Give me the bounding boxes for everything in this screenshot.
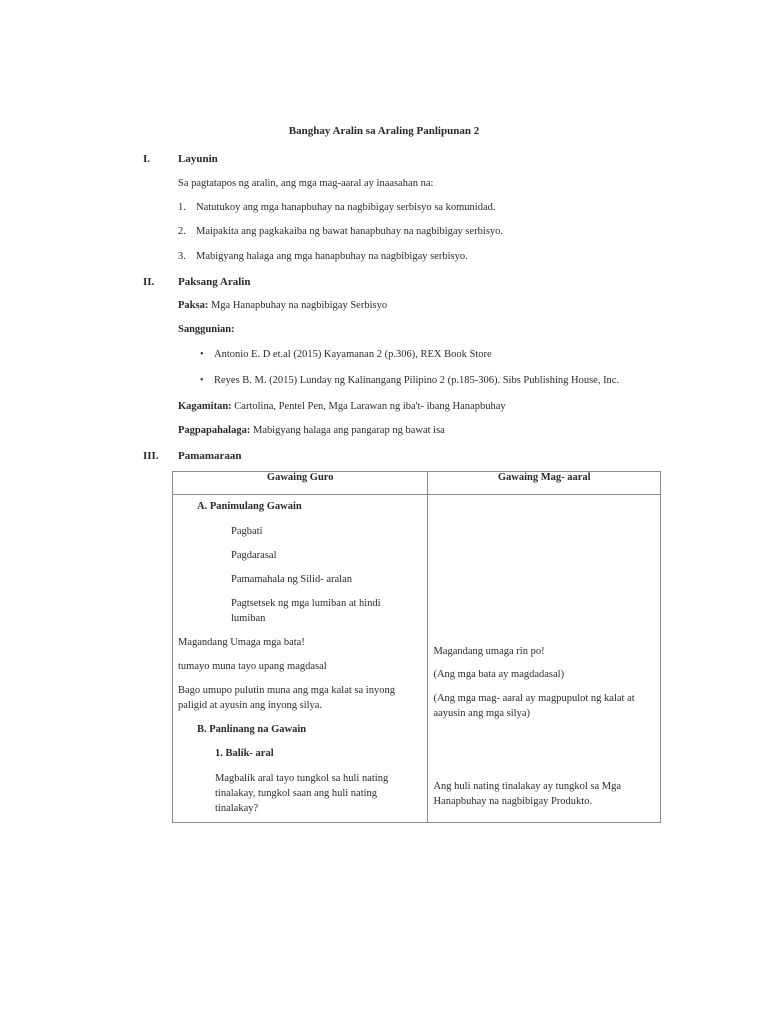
kagamitan-label: Kagamitan:	[178, 401, 232, 412]
paksa-line	[178, 300, 387, 311]
review-question: Magbalik aral tayo tungkol sa huli nating	[215, 773, 389, 784]
activity-item: Pagbati	[231, 526, 263, 537]
section-heading-layunin: Layunin	[178, 153, 218, 165]
bullet-icon: •	[200, 375, 204, 386]
reference-item: Reyes B. M. (2015) Lunday ng Kalinangang Pilipino 2 (p.185-306). Sibs Publishing House, Inc.	[214, 375, 620, 386]
objective-text: Maipakita ang pagkakaiba ng bawat hanapbuhay na nagbibigay serbisyo.	[196, 226, 504, 237]
pagpapahalaga-line	[178, 425, 445, 436]
reference-item: Antonio E. D et.al (2015) Kayamanan 2 (p.306), REX Book Store	[214, 349, 492, 360]
balik-aral-heading: 1. Balik- aral	[215, 748, 274, 759]
teacher-prayer-instruction: tumayo muna tayo upang magdasal	[178, 661, 327, 672]
document-title: Banghay Aralin sa Araling Panlipunan 2	[288, 125, 480, 137]
paksa-label: Paksa:	[178, 300, 209, 311]
sanggunian-label: Sanggunian:	[178, 324, 235, 335]
student-greeting: Magandang umaga rin po!	[433, 646, 545, 657]
activity-item: Pamamahala ng Silid- aralan	[231, 574, 353, 585]
teacher-greeting: Magandang Umaga mga bata!	[178, 637, 305, 648]
student-cleanup-cont: aayusin ang mga silya)	[433, 708, 530, 719]
objective-number: 3.	[178, 251, 186, 262]
guro-cell	[173, 495, 428, 823]
activity-item: Pagtsetsek ng mga lumiban at hindi	[231, 598, 381, 609]
section-heading-paksang-aralin: Paksang Aralin	[178, 276, 251, 288]
objective-text: Mabigyang halaga ang mga hanapbuhay na nagbibigay serbisyo.	[196, 251, 468, 262]
kagamitan-line	[178, 401, 506, 412]
kagamitan-value: Cartolina, Pentel Pen, Mga Larawan ng iba't- ibang Hanapbuhay	[234, 401, 506, 412]
pagpapahalaga-label: Pagpapahalaga:	[178, 425, 251, 436]
layunin-intro: Sa pagtatapos ng aralin, ang mga mag-aaral ay inaasahan na:	[178, 178, 434, 189]
section-heading-pamamaraan: Pamamaraan	[178, 450, 242, 462]
teacher-cleanup-instruction: Bago umupo pulutin muna ang mga kalat sa inyong	[178, 685, 395, 696]
objective-number: 2.	[178, 226, 186, 237]
mag-aaral-cell	[428, 495, 661, 823]
student-prayer: (Ang mga bata ay magdadasal)	[433, 669, 565, 680]
panimulang-gawain-heading: A. Panimulang Gawain	[197, 501, 302, 512]
section-number-1: I.	[143, 153, 151, 165]
review-question-cont: tinalakay?	[215, 803, 259, 814]
section-number-2: II.	[143, 276, 155, 288]
activity-item: Pagdarasal	[231, 550, 277, 561]
table-row	[173, 495, 661, 823]
teacher-cleanup-instruction-cont: paligid at ayusin ang inyong silya.	[178, 700, 323, 711]
objective-text: Natutukoy ang mga hanapbuhay na nagbibigay serbisyo sa komunidad.	[196, 202, 496, 213]
paksa-value: Mga Hanapbuhay na nagbibigay Serbisyo	[210, 300, 388, 311]
review-question-cont: tinalakay, tungkol saan ang huli nating	[215, 788, 378, 799]
bullet-icon: •	[200, 349, 204, 360]
student-cleanup: (Ang mga mag- aaral ay magpupulot ng kalat at	[433, 693, 635, 704]
objective-number: 1.	[178, 202, 186, 213]
header-gawaing-guro: Gawaing Guro	[173, 472, 428, 495]
table-header-row	[173, 472, 661, 495]
pagpapahalaga-value: Mabigyang halaga ang pangarap ng bawat isa	[252, 425, 445, 436]
student-answer-cont: Hanapbuhay na nagbibigay Produkto.	[433, 796, 593, 807]
section-number-3: III.	[143, 450, 159, 462]
activity-item-continued: lumiban	[231, 613, 266, 624]
student-answer: Ang huli nating tinalakay ay tungkol sa Mga	[433, 781, 621, 792]
procedure-table	[172, 471, 661, 823]
header-gawaing-mag-aaral: Gawaing Mag- aaral	[428, 472, 661, 495]
panlinang-na-gawain-heading: B. Panlinang na Gawain	[197, 724, 307, 735]
